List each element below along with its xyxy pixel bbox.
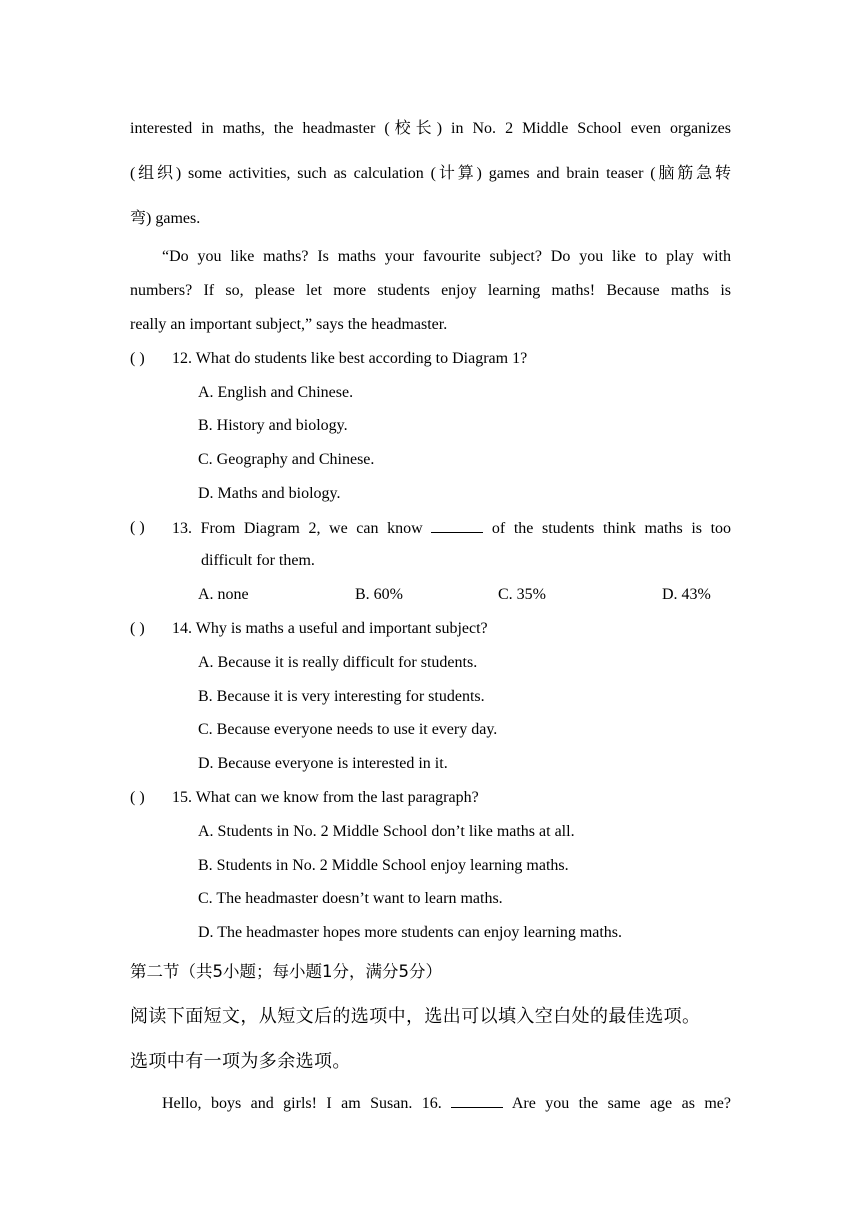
option-b: B. History and biology. <box>198 417 348 434</box>
option-d: D. The headmaster hopes more students can enjoy learning maths. <box>198 924 623 941</box>
passage-text: ( <box>130 165 136 182</box>
option-c: C. Because everyone needs to use it every day. <box>198 721 498 738</box>
passage-text: ) in No. 2 Middle School even organizes <box>436 120 731 137</box>
section-instruction-line-1: 阅读下面短文，从短文后的选项中，选出可以填入空白处的最佳选项。 <box>130 1006 701 1027</box>
passage-chinese-gloss: 组织 <box>135 163 176 182</box>
quote-line-2: numbers? If so, please let more students enjoy learning maths! Because maths is <box>130 282 731 299</box>
question-text-part: of the students think maths is too <box>491 520 732 537</box>
answer-paren[interactable]: ( ) <box>130 789 145 806</box>
question-text: 14. Why is maths a useful and important subject? <box>172 620 488 637</box>
passage2-line-1 <box>162 1093 731 1114</box>
answer-paren[interactable]: ( ) <box>130 620 145 637</box>
answer-paren[interactable]: ( ) <box>130 519 145 536</box>
option-a: A. Because it is really difficult for students. <box>198 654 478 671</box>
option-d: D. 43% <box>662 586 711 603</box>
option-c: C. The headmaster doesn’t want to learn maths. <box>198 890 503 907</box>
option-c: C. Geography and Chinese. <box>198 451 375 468</box>
answer-blank <box>451 1093 503 1108</box>
option-a: A. none <box>198 586 249 603</box>
passage-line-1 <box>130 118 731 139</box>
passage-chinese-gloss: 计算 <box>436 163 477 182</box>
question-text-continued: difficult for them. <box>201 552 315 569</box>
passage-text: ) games. <box>146 210 201 227</box>
section-instruction-line-2: 选项中有一项为多余选项。 <box>130 1051 351 1072</box>
option-b: B. 60% <box>355 586 403 603</box>
question-text: 12. What do students like best according to Diagram 1? <box>172 350 528 367</box>
passage-text: ) games and brain teaser ( <box>476 165 656 182</box>
section-heading: 第二节（共5小题；每小题1分，满分5分） <box>130 962 442 981</box>
passage-text: interested in maths, the headmaster ( <box>130 120 390 137</box>
option-a: A. Students in No. 2 Middle School don’t like maths at all. <box>198 823 575 840</box>
question-text: 15. What can we know from the last paragraph? <box>172 789 479 806</box>
passage-text: ) some activities, such as calculation ( <box>175 165 436 182</box>
quote-line-3: really an important subject,” says the headmaster. <box>130 316 448 333</box>
passage-line-3 <box>130 208 200 229</box>
passage-line-2 <box>130 163 731 184</box>
question-text-part: 13. From Diagram 2, we can know <box>172 520 423 537</box>
answer-blank <box>431 518 483 533</box>
option-d: D. Because everyone is interested in it. <box>198 755 448 772</box>
answer-paren[interactable]: ( ) <box>130 350 145 367</box>
option-d: D. Maths and biology. <box>198 485 341 502</box>
option-b: B. Because it is very interesting for students. <box>198 688 485 705</box>
passage-chinese-gloss: 脑筋急转 <box>655 163 731 182</box>
passage-chinese-gloss: 校长 <box>389 118 437 137</box>
passage-text: Hello, boys and girls! I am Susan. 16. <box>162 1095 442 1112</box>
passage-chinese-gloss: 弯 <box>130 208 147 227</box>
option-c: C. 35% <box>498 586 546 603</box>
option-b: B. Students in No. 2 Middle School enjoy learning maths. <box>198 857 569 874</box>
option-a: A. English and Chinese. <box>198 384 354 401</box>
quote-line-1: “Do you like maths? Is maths your favourite subject? Do you like to play with <box>162 248 731 265</box>
passage-text: Are you the same age as me? <box>511 1095 732 1112</box>
question-text <box>172 518 731 539</box>
